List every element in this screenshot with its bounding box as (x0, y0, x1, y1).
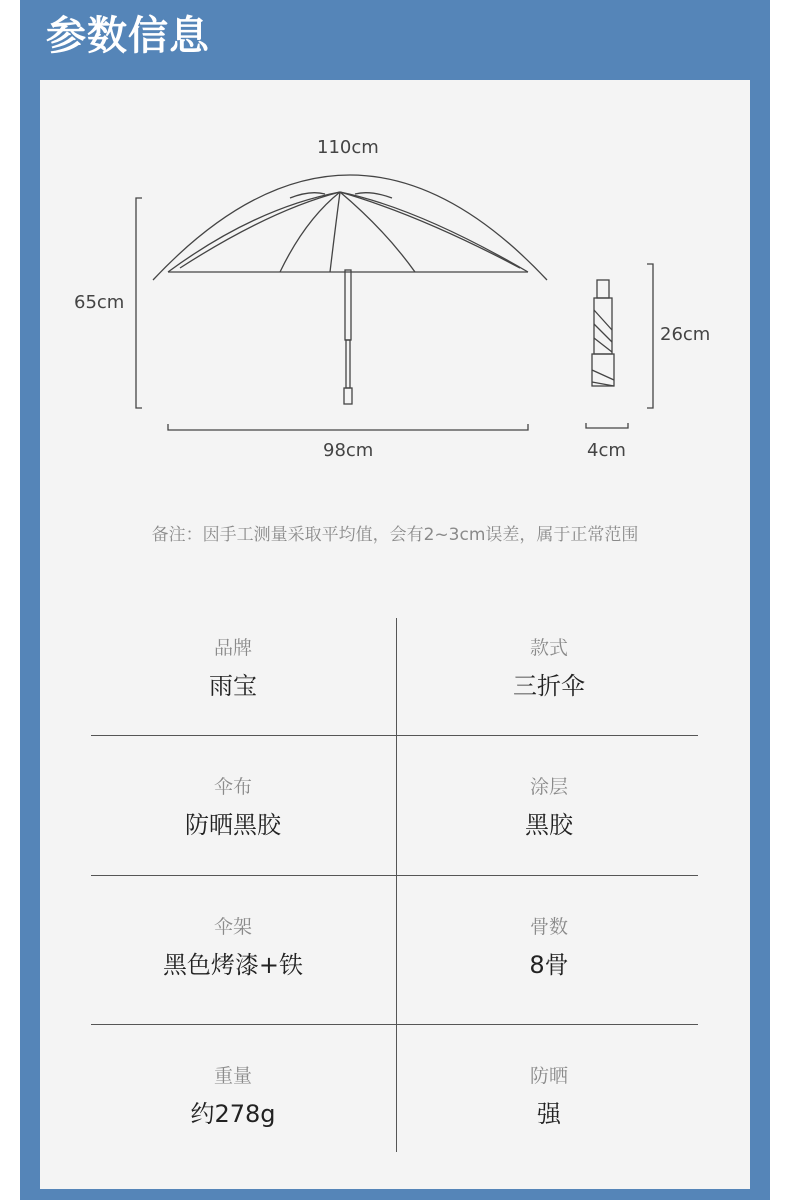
spec-value: 雨宝 (209, 672, 257, 700)
span-label: 110cm (317, 137, 379, 158)
spec-label: 款式 (529, 637, 568, 659)
spec-value: 黑胶 (525, 811, 573, 839)
height-label: 65cm (74, 292, 125, 313)
width-label: 98cm (323, 440, 374, 461)
spec-cell-sun-protection (396, 1063, 702, 1131)
spec-value: 三折伞 (513, 672, 585, 700)
measurement-note: 备注：因手工测量采取平均值，会有2~3cm误差，属于正常范围 (151, 525, 639, 545)
row-divider (91, 875, 698, 876)
spec-label: 防晒 (529, 1065, 568, 1087)
row-divider (91, 1024, 698, 1025)
folded-length-label: 26cm (660, 324, 711, 345)
spec-value: 强 (537, 1100, 561, 1128)
spec-cell-coating (396, 774, 702, 842)
spec-label: 骨数 (529, 916, 568, 938)
spec-value: 8骨 (529, 951, 569, 979)
spec-table (40, 80, 750, 1189)
spec-cell-weight (80, 1063, 386, 1131)
spec-label: 伞架 (213, 916, 252, 938)
spec-value: 约278g (190, 1100, 276, 1128)
spec-label: 涂层 (529, 776, 568, 798)
spec-cell-frame (80, 914, 386, 982)
spec-cell-style (396, 635, 702, 703)
spec-label: 伞布 (213, 776, 252, 798)
spec-value: 黑色烤漆+铁 (162, 951, 304, 979)
spec-label: 品牌 (213, 637, 252, 659)
content-panel (40, 80, 750, 1189)
spec-label: 重量 (213, 1065, 252, 1087)
spec-cell-brand (80, 635, 386, 703)
folded-width-label: 4cm (587, 440, 626, 461)
spec-cell-fabric (80, 774, 386, 842)
spec-cell-ribs (396, 914, 702, 982)
page-title: 参数信息 (46, 13, 210, 59)
row-divider (91, 735, 698, 736)
spec-value: 防晒黑胶 (185, 811, 281, 839)
